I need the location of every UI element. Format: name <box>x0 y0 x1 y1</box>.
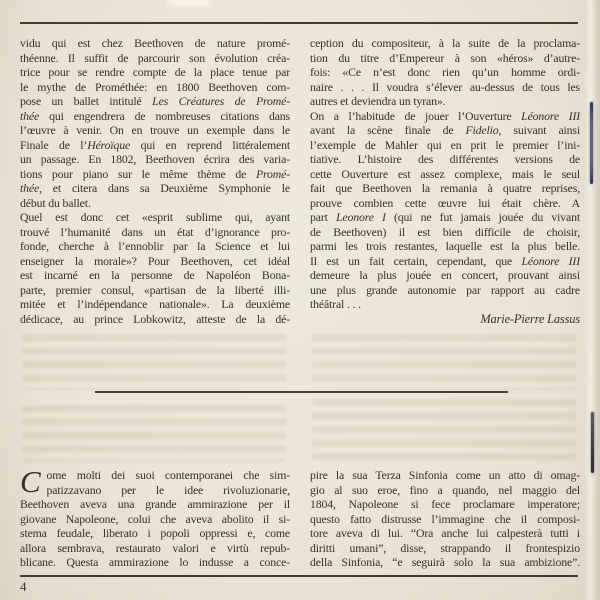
text-line: fait que Beethoven la remania à quatre reprises, <box>310 181 580 195</box>
text-line: Marie-Pierre Lassus <box>480 311 580 326</box>
text-line: part Leonore I (qui ne fut jamais jouée du vivant <box>310 210 580 224</box>
text-line: est incarné en la personne de Napoléon Bona- <box>20 268 290 282</box>
text-line: l’exemple de Mahler qui en prit le premier l’ini- <box>310 137 580 152</box>
scan-page-edge <box>584 0 600 600</box>
text-line: ome molti dei suoi contemporanei che sim- <box>46 468 290 482</box>
text-line: enseigner la morale»? Pour Beethoven, cet idéal <box>20 253 290 268</box>
text-line: gio al suo eroe, fino a quando, nel maggio del <box>310 482 580 497</box>
text-line: parmi les trois restantes, laquelle est la plus belle. <box>310 239 580 253</box>
scan-edge-mark-dark <box>591 412 594 473</box>
text-line: cette Ouverture est assez complexe, mais le seul <box>310 166 580 181</box>
text-line: demeure la plus jouée en concert, prouvant ainsi <box>310 268 580 282</box>
drop-cap: C <box>20 464 41 499</box>
text-line: fois: «Ce n’est donc rien qu’un homme ordi- <box>310 65 580 79</box>
italian-left-column <box>20 464 290 570</box>
text-line: trice pour se rendre compte de la place tenue par <box>20 65 290 79</box>
text-lines <box>20 36 290 326</box>
text-lines <box>20 464 290 570</box>
text-line: théenne. Il suffit de parcourir son évolution créa- <box>20 50 290 65</box>
text-line: On a l’habitude de jouer l’Ouverture Léonore III <box>310 108 580 123</box>
top-rule <box>20 22 578 24</box>
bottom-rule <box>20 575 578 577</box>
text-line: ception du compositeur, à la suite de la proclama- <box>310 36 580 50</box>
text-line: diritti umani”, disse, strappando il frontespizio <box>310 540 580 555</box>
text-line: della Sinfonia, “e seguirà solo la sua ambizione”. <box>310 555 580 569</box>
text-line: tore aveva di lui. “Ora anche lui calpesterà tutti i <box>310 526 580 540</box>
text-line: une plus grande autonomie par rapport au cadre <box>310 282 580 297</box>
text-line: pire la sua Terza Sinfonia come un atto di omag- <box>310 468 580 482</box>
text-line: de Beethoven) il est bien difficile de choisir, <box>310 224 580 239</box>
text-line: Il est un fait certain, cependant, que Léonore III <box>310 253 580 268</box>
text-line: prouve combien cette œuvre lui était chère. A <box>310 195 580 210</box>
text-line: patizzavano per le idee rivoluzionarie, <box>46 482 290 497</box>
text-line: théâtral . . . <box>310 297 361 311</box>
text-line: avant la scène finale de Fidelio, suivant ainsi <box>310 123 580 137</box>
text-line: dédicace, au prince Lobkowitz, atteste de la dé- <box>20 311 290 326</box>
text-line: tions pour piano sur le même thème de Promé- <box>20 166 290 181</box>
text-lines <box>310 36 580 326</box>
text-line: stema feudale, liberato i popoli oppressi e, come <box>20 526 290 540</box>
text-line: trouvé l’humanité dans un état d’ignorance pro- <box>20 224 290 239</box>
bleed-through-text <box>312 398 576 464</box>
text-line: naire . . . Il voudra s’élever au-dessus de tous les <box>310 79 580 94</box>
text-line: début du ballet. <box>20 195 91 210</box>
text-line: Beethoven aveva una grande ammirazione per il <box>20 497 290 511</box>
text-line: fonde, cherche à l’ennoblir par la Science et lui <box>20 239 290 253</box>
text-lines <box>310 468 580 570</box>
page-number: 4 <box>20 579 27 594</box>
text-line: l’œuvre à venir. On en trouve un exemple dans le <box>20 123 290 137</box>
text-line: giovane Napoleone, colui che aveva abolito il si- <box>20 511 290 526</box>
italian-right-column <box>310 468 580 570</box>
text-line: autres et deviendra un tyran». <box>310 94 446 108</box>
text-line: pose un ballet intitulé Les Créatures de Promé- <box>20 94 290 108</box>
bleed-through-text <box>312 333 576 390</box>
french-right-column <box>310 36 580 326</box>
bleed-through-text <box>22 333 286 390</box>
scan-edge-mark-blue <box>590 102 593 184</box>
text-line: Finale de l’Héroïque qui en reprend littéralement <box>20 137 290 152</box>
bleed-through-text <box>22 404 286 462</box>
text-line: vidu qui est chez Beethoven de nature promé- <box>20 36 290 50</box>
text-line: allora sembrava, restaurato valori e virtù repub- <box>20 540 290 555</box>
text-line: 1804, Napoleone si fece proclamare imperatore; <box>310 497 580 511</box>
text-line: mitée et l’indépendance nationale». La deuxième <box>20 297 290 311</box>
french-left-column <box>20 36 290 326</box>
text-line: Quel est donc cet «esprit sublime qui, ayant <box>20 210 290 224</box>
text-line: tiative. L’histoire des différentes versions de <box>310 152 580 166</box>
text-line: blicane. Questa ammirazione lo indusse a conce- <box>20 555 290 569</box>
text-line: tion du titre d’Empereur à son «héros» d’autre- <box>310 50 580 65</box>
text-line: questo fatto distrusse l’immagine che il composi- <box>310 511 580 526</box>
scan-notch-artifact <box>168 0 210 6</box>
text-line: thée, et citera dans sa Deuxième Symphonie le <box>20 181 290 195</box>
text-line: le mythe de Prométhée: en 1800 Beethoven com- <box>20 79 290 94</box>
text-line: thée qui engendrera de nombreuses citations dans <box>20 108 290 123</box>
text-line: parte, premier consul, «partisan de la liberté illi- <box>20 282 290 297</box>
text-line: un passage. En 1802, Beethoven écrira des varia- <box>20 152 290 166</box>
section-divider-rule <box>95 391 508 393</box>
